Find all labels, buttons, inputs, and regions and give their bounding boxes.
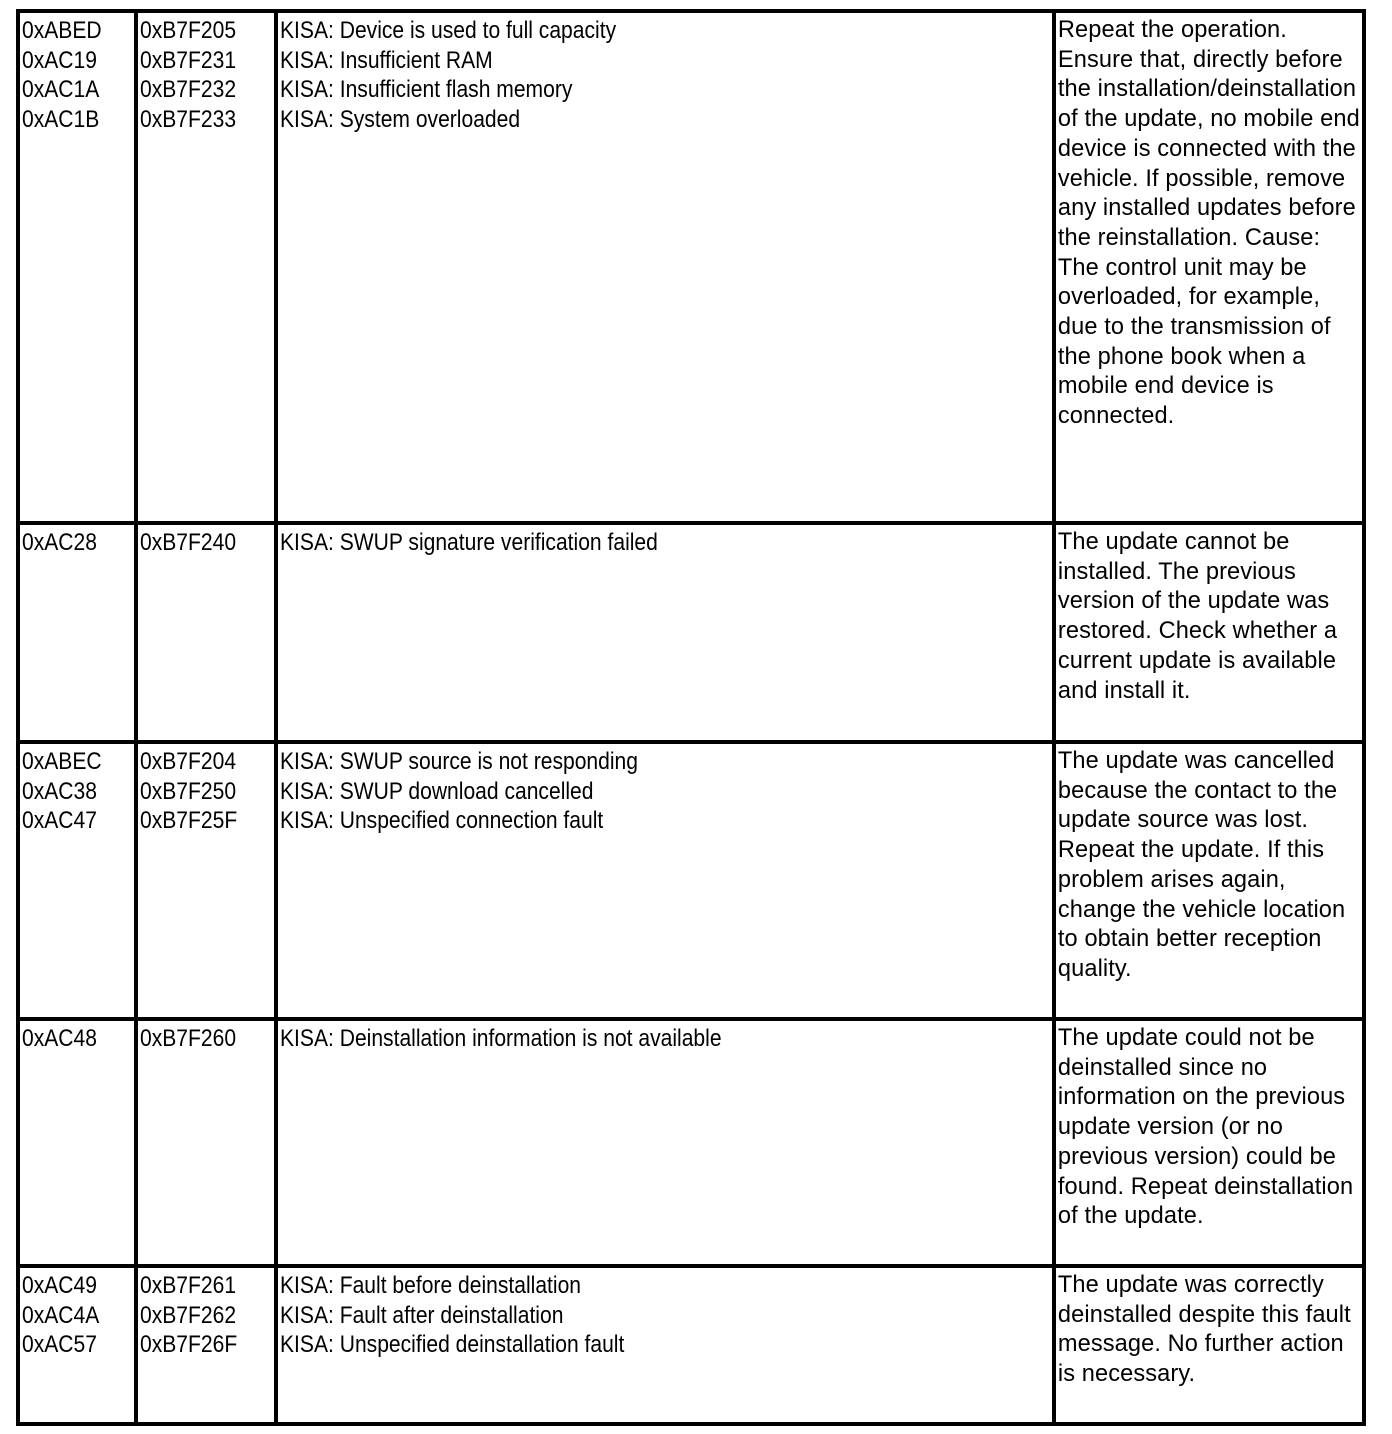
table-row <box>18 1266 1364 1424</box>
dtc-code: 0xB7F240 <box>139 529 236 556</box>
dtc-code: 0xB7F205 <box>139 17 236 44</box>
remedy-text: Repeat the operation. Ensure that, directly before the installation/deinstallation of the update, no mobile end device is connected with the vehicle. If possible, remove any installed updates before the reinstallation. Cause: The control unit may be overloaded, for example, due to the transmission of the phone book when a mobile end device is connected. <box>1057 17 1360 430</box>
event-code: 0xAC4A <box>22 1301 100 1329</box>
event-code: 0xAC47 <box>22 807 97 835</box>
remedy-cell <box>1054 523 1364 742</box>
event-code: 0xAC19 <box>22 46 97 74</box>
dtc-cell <box>136 742 276 1019</box>
dtc-cell <box>136 11 276 523</box>
fault-text: KISA: Unspecified deinstallation fault <box>280 1331 625 1359</box>
remedy-text: The update cannot be installed. The previous version of the update was restored. Check whether a current update is available and install it. <box>1057 529 1338 704</box>
event-code: 0xAC1A <box>22 76 100 104</box>
dtc-cell <box>136 523 276 742</box>
fault-text: KISA: Insufficient RAM <box>280 46 493 74</box>
dtc-code: 0xB7F204 <box>139 748 236 775</box>
event-code-cell <box>18 1266 136 1424</box>
event-code: 0xAC1B <box>22 106 100 134</box>
fault-text: KISA: Insufficient flash memory <box>280 76 573 104</box>
event-code: 0xAC28 <box>22 529 97 556</box>
dtc-code: 0xB7F232 <box>139 76 236 104</box>
dtc-code: 0xB7F233 <box>139 106 236 134</box>
fault-text: KISA: Fault after deinstallation <box>280 1301 564 1329</box>
dtc-code: 0xB7F250 <box>139 777 236 805</box>
event-code: 0xAC57 <box>22 1331 97 1359</box>
table-row <box>18 523 1364 742</box>
table-row <box>18 1019 1364 1266</box>
fault-text: KISA: Fault before deinstallation <box>280 1272 582 1299</box>
event-code: 0xABEC <box>22 748 102 775</box>
remedy-text: The update was correctly deinstalled despite this fault message. No further action is necessary. <box>1057 1272 1351 1388</box>
dtc-code: 0xB7F261 <box>139 1272 236 1299</box>
fault-text-cell <box>276 1266 1054 1424</box>
remedy-text: The update could not be deinstalled since no information on the previous update version (or no previous version) could be found. Repeat deinstallation of the update. <box>1057 1025 1354 1230</box>
event-code: 0xABED <box>22 17 102 44</box>
dtc-code: 0xB7F26F <box>139 1331 238 1359</box>
event-code: 0xAC38 <box>22 777 97 805</box>
table-row <box>18 11 1364 523</box>
fault-text-cell <box>276 742 1054 1019</box>
remedy-cell <box>1054 11 1364 523</box>
fault-code-table <box>16 9 1366 1426</box>
event-code-cell <box>18 742 136 1019</box>
table-row <box>18 742 1364 1019</box>
fault-text: KISA: SWUP source is not responding <box>280 748 639 775</box>
event-code-cell <box>18 11 136 523</box>
event-code-cell <box>18 523 136 742</box>
fault-text: KISA: Device is used to full capacity <box>280 17 617 44</box>
dtc-code: 0xB7F262 <box>139 1301 236 1329</box>
event-code: 0xAC49 <box>22 1272 97 1299</box>
fault-text: KISA: SWUP download cancelled <box>280 777 594 805</box>
dtc-code: 0xB7F260 <box>139 1025 236 1052</box>
dtc-code: 0xB7F231 <box>139 46 236 74</box>
dtc-cell <box>136 1019 276 1266</box>
dtc-cell <box>136 1266 276 1424</box>
fault-text: KISA: Unspecified connection fault <box>280 807 604 835</box>
remedy-cell <box>1054 1019 1364 1266</box>
fault-text-cell <box>276 523 1054 742</box>
fault-text-cell <box>276 1019 1054 1266</box>
fault-text-cell <box>276 11 1054 523</box>
remedy-text: The update was cancelled because the contact to the update source was lost. Repeat the update. If this problem arises again, change the vehicle location to obtain better reception quality. <box>1057 748 1346 982</box>
fault-text: KISA: Deinstallation information is not available <box>280 1025 722 1052</box>
dtc-code: 0xB7F25F <box>139 807 238 835</box>
event-code: 0xAC48 <box>22 1025 97 1052</box>
remedy-cell <box>1054 742 1364 1019</box>
fault-text: KISA: System overloaded <box>280 106 521 134</box>
event-code-cell <box>18 1019 136 1266</box>
remedy-cell <box>1054 1266 1364 1424</box>
fault-text: KISA: SWUP signature verification failed <box>280 529 659 556</box>
